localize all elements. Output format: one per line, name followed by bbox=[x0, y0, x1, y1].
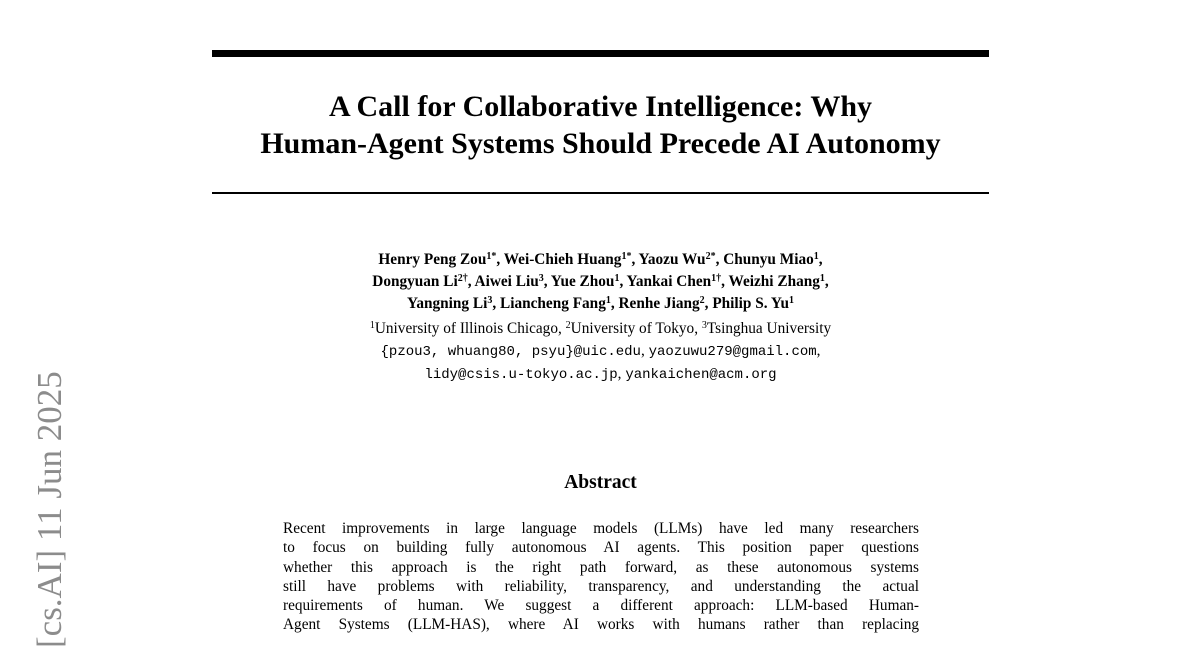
abstract-line: Agent Systems (LLM-HAS), where AI works with humans rather than replacing bbox=[283, 616, 919, 634]
affiliation-mark: 1 bbox=[369, 320, 375, 331]
author-name: Renhe Jiang bbox=[618, 295, 700, 312]
email-uic: {pzou3, whuang80, psyu}@uic.edu bbox=[380, 344, 641, 360]
author-name: Yankai Chen bbox=[626, 273, 712, 290]
author-mark: 2 bbox=[699, 295, 705, 306]
author-name: Weizhi Zhang bbox=[728, 273, 820, 290]
author-mark: 2† bbox=[457, 273, 468, 284]
abstract-heading: Abstract bbox=[564, 472, 637, 493]
author-mark: 1* bbox=[621, 251, 632, 262]
author-list bbox=[212, 249, 989, 315]
author-name: Liancheng Fang bbox=[500, 295, 606, 312]
affiliation-name: Tsinghua University bbox=[706, 320, 832, 337]
email-tokyo: lidy@csis.u-tokyo.ac.jp bbox=[424, 367, 618, 383]
author-mark: 1 bbox=[614, 273, 620, 284]
author-name: Yaozu Wu bbox=[638, 251, 706, 268]
author-name: Yue Zhou bbox=[550, 273, 615, 290]
affiliation-mark: 2 bbox=[565, 320, 571, 331]
abstract-line: to focus on building fully autonomous AI agents. This position paper questions bbox=[283, 539, 919, 557]
title-line-2: Human-Agent Systems Should Precede AI Autonomy bbox=[260, 127, 941, 160]
abstract-line: whether this approach is the right path forward, as these autonomous systems bbox=[283, 558, 919, 576]
email-gmail: yaozuwu279@gmail.com bbox=[648, 344, 817, 360]
author-name: Chunyu Miao bbox=[723, 251, 814, 268]
author-emails: {pzou3, whuang80, psyu}@uic.edu, yaozuwu279@gmail.com, lidy@csis.u-tokyo.ac.jp, yankaichen@acm.org bbox=[380, 342, 821, 383]
author-mark: 1 bbox=[813, 251, 819, 262]
affiliation-name: University of Illinois Chicago bbox=[374, 320, 558, 337]
author-mark: 2* bbox=[705, 251, 716, 262]
author-line-3: Yangning Li$^3$, Liancheng Fang$^1$, Renhe Jiang$^2$, Philip S. Yu$^1$ bbox=[407, 295, 794, 312]
author-mark: 1† bbox=[711, 273, 722, 284]
author-line-1: Henry Peng Zou$^{1*}$, Wei-Chieh Huang$^{1*}$, Yaozu $Wu^{2*}$, Chunyu Miao$^1$, bbox=[378, 251, 823, 268]
author-mark: 3 bbox=[538, 273, 544, 284]
abstract-line: still have problems with reliability, transparency, and understanding the actual bbox=[283, 577, 919, 595]
author-name: Philip S. Yu bbox=[712, 295, 789, 312]
paper-title bbox=[212, 88, 989, 162]
affiliations: $^1$University of Illinois Chicago, $^2$University of Tokyo, $^3$Tsinghua University bbox=[369, 320, 832, 337]
abstract-line: requirements of human. We suggest a different approach: LLM-based Human- bbox=[283, 597, 919, 615]
author-mark: 1 bbox=[605, 295, 611, 306]
email-acm: yankaichen@acm.org bbox=[625, 367, 777, 383]
author-name: Aiwei Liu bbox=[474, 273, 539, 290]
author-name: Yangning Li bbox=[407, 295, 488, 312]
affiliation-name: University of Tokyo bbox=[570, 320, 695, 337]
title-line-1: A Call for Collaborative Intelligence: Why bbox=[328, 90, 873, 123]
author-name: Henry Peng Zou bbox=[378, 251, 487, 268]
abstract-body bbox=[283, 519, 919, 635]
author-name: Dongyuan Li bbox=[372, 273, 458, 290]
author-mark: 1 bbox=[819, 273, 825, 284]
author-line-2: Dongyuan $Li^{2\dagger}$, Aiwei Liu$^3$, Yue Zhou$^1$, Yankai Chen$^{1\dagger}$, Weizhi Zhang$^1$, bbox=[372, 273, 829, 290]
author-mark: 1* bbox=[486, 251, 497, 262]
author-name: Wei-Chieh Huang bbox=[503, 251, 622, 268]
arxiv-stamp: [cs.AI] 11 Jun 2025 bbox=[30, 371, 69, 648]
author-mark: 3 bbox=[487, 295, 493, 306]
author-mark: 1 bbox=[789, 295, 794, 306]
title-top-rule bbox=[212, 50, 989, 57]
abstract-line: Recent improvements in large language models (LLMs) have led many researchers bbox=[283, 520, 919, 537]
affiliation-mark: 3 bbox=[701, 320, 707, 331]
title-bottom-rule bbox=[212, 192, 989, 194]
